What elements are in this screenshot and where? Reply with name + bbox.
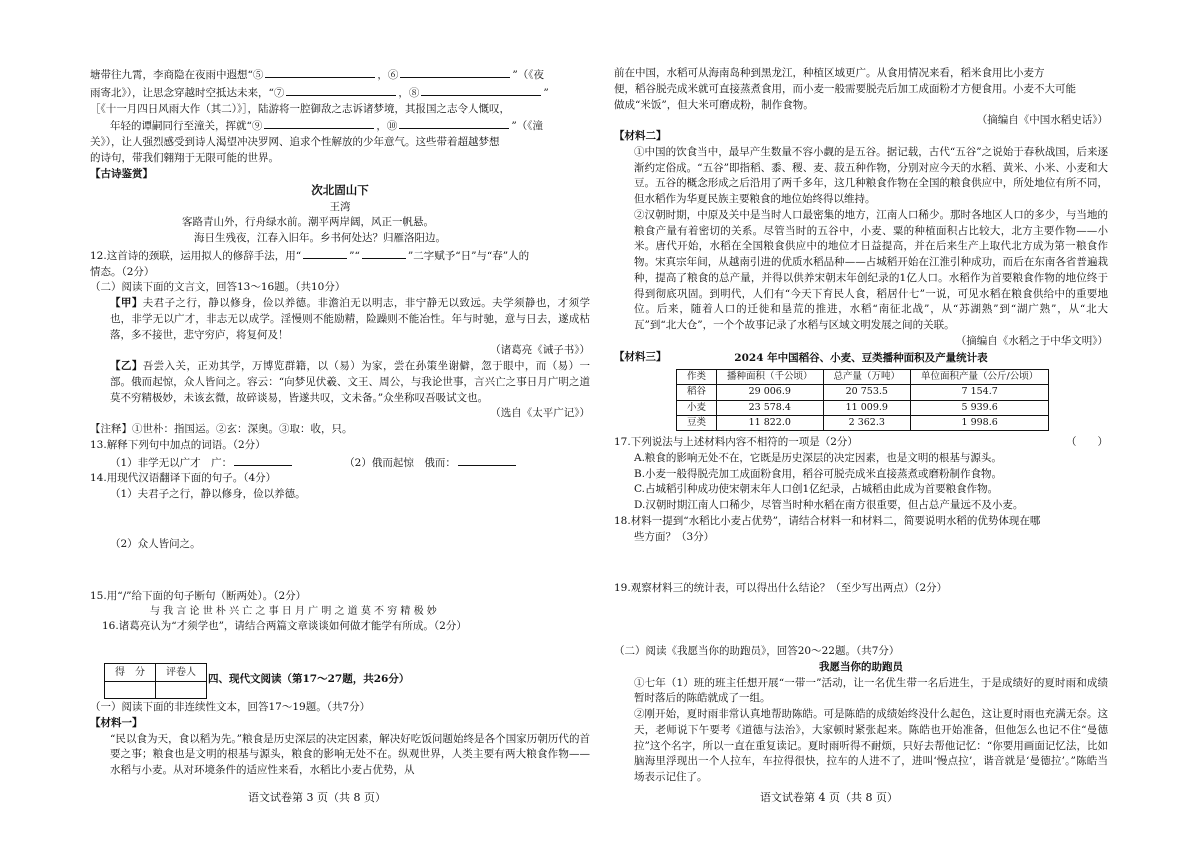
- text-span: ”（《夜: [512, 69, 544, 81]
- text-span: ”二字赋予“日”与“春”人的: [407, 249, 530, 262]
- text-line: 情态。（2分）: [90, 265, 155, 278]
- essay-title: 我愿当你的助跑员: [819, 660, 903, 673]
- text-span: （1）非学无以广才 广：: [110, 456, 233, 469]
- poem-line: 客路青山外，行舟绿水前。潮平两岸阔，风正一帆悬。: [182, 216, 434, 229]
- material-1-text: “民以食为天，食以稻为先。”粮食是历史深层的决定因素，解决好吃饭问题始终是各个国家历朝历代的首要之事；粮食也是文明的根基与源头，粮食的影响无处不在。纵观世界，人类主要有两大粮食作物——水稻与小麦。从对环境条件的适应性来看，水稻比小麦占优势，从: [110, 732, 590, 776]
- poem-title: 次北固山下: [311, 183, 369, 198]
- question-15: 15.用“/”给下面的句子断句（断两处）。（2分）: [90, 589, 307, 602]
- answer-blank-12a[interactable]: [303, 247, 347, 259]
- grader-label: 评卷人: [156, 664, 207, 682]
- text-line: 便，稻谷脱壳成米就可直接蒸煮食用，而小麦一般需要脱壳后加工成面粉才方便食用。小麦不大可能: [614, 82, 1076, 95]
- table-cell: 7 154.7: [911, 385, 1049, 400]
- table-cell: 29 006.9: [717, 385, 824, 400]
- text-line: [90, 117, 590, 135]
- subsection-heading: （一）阅读下面的非连续性文本，回答17～19题。（共7分）: [90, 701, 371, 713]
- question-16: 16.诸葛亮认为“才须学也”，请结合两篇文章谈谈如何做才能学有所成。（2分）: [102, 620, 467, 633]
- text-span: ”“: [349, 249, 360, 262]
- answer-blank-10[interactable]: [399, 117, 509, 129]
- answer-blank-12b[interactable]: [362, 247, 406, 259]
- table-cell: 1 998.6: [911, 415, 1049, 430]
- material-2-para-1: ①中国的饮食当中，最早产生数量不容小觑的是五谷。据记载，古代“五谷”之说始于春秋战国，后来逐渐约定俗成。“五谷”即指稻、黍、稷、麦、菽五种作物，分别对应今天的水稻、黄米、小米、小麦和大豆。五谷的概念形成之后沿用了两千多年，这几种粮食作物在全国的粮食供应中，所处地位有所不同，但水稻作为华夏民族主要粮食的地位始终得以维持。: [634, 145, 1108, 205]
- text-line: [90, 66, 590, 84]
- score-cell[interactable]: [105, 682, 156, 699]
- option-b: B.小麦一般得脱壳加工成面粉食用，稻谷可脱壳成米直接蒸煮或磨粉制作食物。: [634, 467, 1003, 480]
- score-label: 得 分: [105, 664, 156, 682]
- question-14-2: （2）众人皆问之。: [110, 537, 201, 550]
- option-d: D.汉朝时期江南人口稀少，尽管当时种水稻在南方很重要，但占总产量远不及小麦。: [634, 499, 1024, 511]
- answer-blank-6[interactable]: [400, 66, 510, 78]
- material-2-para-2: ②汉朝时期，中原及关中是当时人口最密集的地方，江南人口稀少。那时各地区人口的多少，与当地的粮食产量有着密切的关系。尽管当时的五谷中，小麦、粟的种植面积占比较大，北方主要作物——小米。唐代开始，水稻在全国粮食供应中的地位才日益提高，并在后来生产上取代北方成为第一粮食作物。宋真宗年间，从越南引进的优质水稻品种——占城稻开始在江淮引种成功，而后在东南各省普遍栽种，提高了粮食的总产量，并得以供养宋朝末年创纪录的1亿人口。水稻作为首要粮食作物的地位终于得到彻底巩固。到明代，人们有“今天下育民人食，稻居什七”一说，可见水稻在粮食供给中的重要地位。后来，随着人口的迁徙和垦荒的推进，水稻“南征北战”，从“苏湖熟”到“湖广熟”，从“北大瓦”到“北大仓”，一个个故事记录了水稻与区域文明发展之间的关联。: [634, 208, 1108, 331]
- answer-blank-5[interactable]: [265, 66, 375, 78]
- table-row: [677, 385, 1049, 400]
- question-17: [614, 435, 1108, 451]
- material-block: [90, 700, 590, 779]
- table-cell: 小麦: [677, 400, 717, 415]
- material-tag: 【材料二】: [614, 130, 667, 142]
- page-footer: 语文试卷第 3 页（共 8 页）: [248, 791, 386, 804]
- stat-table: [676, 369, 1049, 431]
- question-12: [90, 247, 590, 265]
- answer-blank-13-1[interactable]: [234, 454, 292, 466]
- passage-source: （诸葛亮《诫子书》）: [490, 344, 590, 357]
- table-cell: 豆类: [677, 415, 717, 430]
- text-span: ，⑩: [376, 120, 398, 133]
- table-header-cell: 作类: [677, 370, 717, 385]
- passage-yi: [90, 359, 590, 406]
- question-19: 19.观察材料三的统计表，可以得出什么结论？（至少写出两点）（2分）: [614, 582, 948, 595]
- question-13: 13.解释下列句中加点的词语。（2分）: [90, 438, 266, 451]
- passage-source: （摘编自《水稻之于中华文明》）: [955, 334, 1108, 347]
- text-span: ”: [543, 86, 549, 99]
- table-cell: 11 822.0: [717, 415, 824, 430]
- text-span: ，⑥: [377, 69, 399, 81]
- text-line: 做成“米饭”，但大米可磨成粉，制作食物。: [614, 98, 814, 111]
- answer-area[interactable]: [614, 545, 1108, 581]
- table-header-cell: 播种面积（千公顷）: [717, 370, 824, 385]
- text-line: ［《十一月四日风雨大作（其二）》］，陆游将一腔御敌之志诉诸梦境，其报国之志令人慨叹，: [90, 102, 510, 115]
- passage-tag: 【乙】: [110, 360, 143, 372]
- question-14: 14.用现代汉语翻译下面的句子。（4分）: [90, 472, 277, 485]
- table-row: [677, 415, 1049, 430]
- question-13-items: [90, 454, 590, 472]
- answer-blank-9[interactable]: [264, 117, 374, 129]
- text-line: 些方面？（3分）: [634, 530, 715, 543]
- answer-blank-8[interactable]: [421, 84, 541, 96]
- table-title: 2024 年中国稻谷、小麦、豆类播种面积及产量统计表: [734, 352, 988, 365]
- text-span: 12.这首诗的颈联，运用拟人的修辞手法，用“: [90, 249, 302, 262]
- material-tag: 【材料三】: [614, 350, 667, 363]
- text-line: 关》），让人强烈感受到诗人渴望冲决罗网、追求个性解放的少年意气。这些带着超越梦想: [90, 136, 500, 148]
- answer-area[interactable]: [90, 503, 590, 537]
- poem-line: 海日生残夜，江春入旧年。乡书何处达？归雁洛阳边。: [194, 232, 446, 244]
- table-cell: 5 939.6: [911, 400, 1049, 415]
- text-span: 塘带往九霄，李商隐在夜雨中遐想“⑤: [90, 69, 264, 81]
- grader-cell[interactable]: [156, 682, 207, 699]
- question-14-1: （1）夫君子之行，静以修身，俭以养德。: [110, 488, 306, 500]
- passage-source: （选自《太平广记》）: [490, 407, 590, 420]
- table-cell: 2 362.3: [823, 415, 911, 430]
- essay-block: [614, 644, 1108, 786]
- table-row: [677, 400, 1049, 415]
- text-span: 年轻的谭嗣同行至潼关，挥就“⑨: [110, 120, 263, 133]
- question-15-text: 与 我 言 论 世 朴 兴 亡 之 事 日 月 广 明 之 道 莫 不 穷 精 极 妙: [150, 606, 437, 618]
- section-heading: （二）阅读下面的文言文，回答13～16题。（共10分）: [90, 281, 346, 294]
- poem-author: 王湾: [329, 200, 351, 213]
- subsection-heading: （二）阅读《我愿当你的助跑员》，回答20～22题。（共7分）: [614, 645, 900, 657]
- passage-text: 吾尝入关，正劝其学，万博览群籍，以（易）为家，尝在孙策坐谢僻，忽于眼中，而（易）一部。俄而起惊，众人皆问之。容云：“向梦见伏羲、文王、周公，与我论世事，言兴亡之事日月广明之道莫不穷精极妙，未该玄微，故碎谈易，皆遂共叹，文未备。”众坐称叹吾吸试文也。: [110, 360, 591, 404]
- passage-jia: [90, 296, 590, 343]
- answer-area[interactable]: [90, 553, 590, 589]
- page-footer: 语文试卷第 4 页（共 8 页）: [760, 791, 898, 804]
- answer-blank-7[interactable]: [286, 84, 396, 96]
- text-span: 17.下列说法与上述材料内容不相符的一项是（2分）: [614, 436, 858, 448]
- section-heading: 【古诗鉴赏】: [90, 167, 153, 180]
- table-header-cell: 总产量（万吨）: [823, 370, 911, 385]
- question-18: 18.材料一提到“水稻比小麦占优势”，请结合材料一和材料二，简要说明水稻的优势体现在哪: [614, 514, 1041, 527]
- text-span: ，⑧: [398, 86, 420, 99]
- passage-text: 夫君子之行，静以修身，俭以养德。非澹泊无以明志，非宁静无以致远。夫学须静也，才须学也，非学无以广才，非志无以成学。淫慢则不能励精，险躁则不能冶性。年与时驰，意与日去，遂成枯落，多不接世，悲守穷庐，将复何及！: [110, 297, 591, 341]
- table-cell: 23 578.4: [717, 400, 824, 415]
- option-a: A.粮食的影响无处不在，它既是历史深层的决定因素，也是文明的根基与源头。: [634, 451, 1002, 464]
- page-3: [90, 66, 590, 635]
- table-cell: 稻谷: [677, 385, 717, 400]
- answer-paren[interactable]: （ ）: [1066, 436, 1108, 448]
- page-4: [614, 66, 1108, 597]
- text-line: [90, 84, 590, 102]
- table-header-cell: 单位面积产量（公斤/公顷）: [911, 370, 1049, 385]
- text-line: 前在中国，水稻可从海南岛种到黑龙江，种植区域更广。从食用情况来看，稻米食用比小麦方: [614, 67, 1045, 79]
- material-tag: 【材料一】: [90, 716, 143, 729]
- table-cell: 11 009.9: [823, 400, 911, 415]
- answer-blank-13-2[interactable]: [458, 454, 516, 466]
- annotation-note: 【注释】①世朴：指国运。②玄：深奥。③取：收，只。: [90, 423, 353, 435]
- text-span: （2）俄而起惊 俄而：: [344, 456, 456, 469]
- score-box: [104, 663, 207, 699]
- essay-para-2: ②刚开始，夏时雨非常认真地帮助陈皓。可是陈皓的成绩始终没什么起色，这让夏时雨也充满无奈。这天，老师说下午要考《道德与法治》，大家顿时紧张起来。陈皓也开始准备，但他怎么也记不住“曼德拉”这个名字，所以一直在重复读记。夏时雨听得不耐烦，只好去帮他记忆：“你要用画面记忆法，比如脑海里浮现出一个人拉车，车拉得很快，拉车的人进不了，进叫‘慢点拉’，谐音就是‘曼德拉’。”陈皓当场表示记住了。: [634, 708, 1108, 783]
- essay-para-1: ①七年（1）班的班主任想开展“一带一”活动，让一名优生带一名后进生，于是成绩好的夏时雨和成绩暂时落后的陈皓就成了一组。: [634, 676, 1108, 705]
- text-line: 的诗句，带我们翱翔于无限可能的世界。: [90, 151, 279, 164]
- table-header-row: [677, 370, 1049, 385]
- part-heading: 四、现代文阅读（第17～27题，共26分）: [208, 673, 410, 685]
- option-c: C.占城稻引种成功使宋朝末年人口创1亿纪录，占城稻由此成为首要粮食作物。: [634, 483, 999, 496]
- passage-tag: 【甲】: [110, 297, 143, 309]
- text-span: ”（《潼: [511, 120, 543, 133]
- text-span: 雨寄北》），让思念穿越时空抵达未来，“⑦: [90, 86, 285, 99]
- table-cell: 20 753.5: [823, 385, 911, 400]
- passage-source: （摘编自《中国水稻史话》）: [976, 114, 1108, 127]
